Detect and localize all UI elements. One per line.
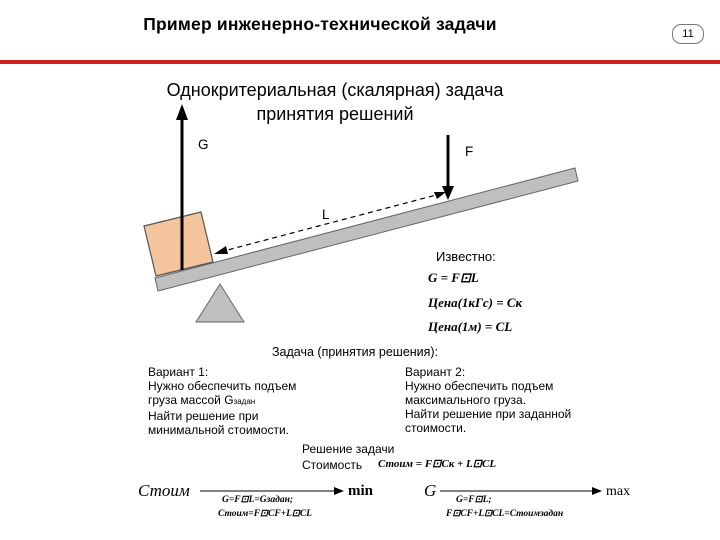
known-formula-3: Цена(1м) = CL [428,319,513,334]
right-target: max [606,484,631,499]
cost-formula: Стоим = F⊡Cк + L⊡CL [378,458,497,470]
variant-1-line-4: минимальной стоимости. [148,423,289,437]
label-l: L [322,207,330,222]
length-l-arrow-head-right [434,192,446,199]
variant-1-line-2-text: груза массой G [148,393,234,407]
max-arrow-head [592,487,602,495]
subtitle-line-1: Однокритериальная (скалярная) задача [166,80,504,100]
min-arrow-head [334,487,344,495]
task-heading: Задача (принятия решения): [272,345,439,359]
left-variable: Стоим [138,481,190,500]
fulcrum-triangle [196,284,244,322]
variant-1-title: Вариант 1: [148,365,209,379]
variant-2-line-4: стоимости. [405,421,467,435]
variant-2-line-1: Нужно обеспечить подъем [405,379,554,393]
variant-1 [148,365,296,437]
variant-1-line-2-sub: задан [233,397,256,406]
variant-1-line-2 [148,393,296,409]
length-l-arrow-head-left [214,246,228,254]
slide-number-badge: 11 [672,24,704,44]
cost-label: Стоимость [302,458,363,472]
variant-2 [405,365,571,435]
left-constraint-1: G=F⊡L=Gзадан; [222,495,294,505]
lever-beam [155,168,578,291]
label-f: F [465,144,474,159]
variant-2-line-2: максимального груза. [405,393,527,407]
variant-2-line-3: Найти решение при заданной [405,407,572,421]
variant-1-line-3: Найти решение при [148,409,259,423]
right-constraint-2: F⊡CF+L⊡CL=Стоимзадан [446,509,564,519]
right-variable: G [424,481,437,500]
left-target: min [348,483,374,499]
left-constraint-2: Стоим=F⊡CF+L⊡CL [218,509,312,519]
label-g: G [198,137,209,152]
known-heading: Известно: [436,249,496,264]
page-title: Пример инженерно-технической задачи [143,14,497,34]
subtitle-line-2: принятия решений [256,104,414,124]
right-constraint-1: G=F⊡L; [456,495,492,505]
variant-1-line-1: Нужно обеспечить подъем [148,379,297,393]
solution-heading: Решение задачи [302,442,395,456]
known-formula-2: Цена(1кГс) = Cк [428,295,523,310]
force-g-arrow-head [176,104,188,120]
known-formula-1: G = F⊡L [428,270,479,285]
variant-2-title: Вариант 2: [405,365,466,379]
